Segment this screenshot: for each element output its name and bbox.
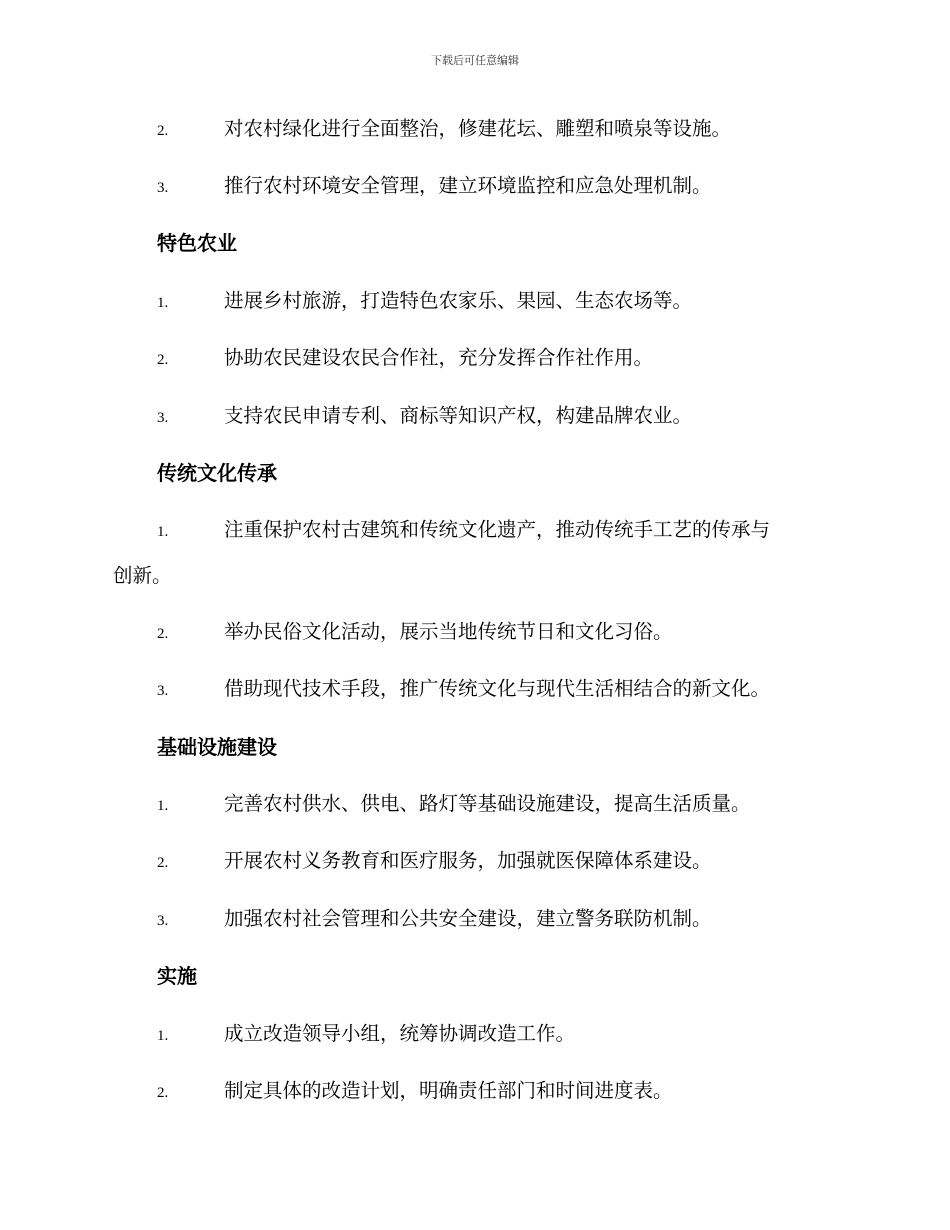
list-item-number: 2. (157, 626, 169, 642)
list-item-number: 3. (157, 913, 169, 929)
list-item-number: 2. (157, 352, 169, 368)
list-item-number: 2. (157, 1085, 169, 1101)
list-item-text: 加强农村社会管理和公共安全建设，建立警务联防机制。 (224, 907, 712, 930)
list-item-text: 借助现代技术手段，推广传统文化与现代生活相结合的新文化。 (224, 677, 771, 700)
list-item-number: 3. (157, 180, 169, 196)
list-item-number: 3. (157, 410, 169, 426)
list-item-text: 完善农村供水、供电、路灯等基础设施建设，提高生活质量。 (224, 792, 751, 815)
list-item-number: 3. (157, 683, 169, 699)
list-item-number: 2. (157, 123, 169, 139)
list-item-number: 1. (157, 524, 169, 540)
list-item-number: 1. (157, 798, 169, 814)
list-item-text: 对农村绿化进行全面整治，修建花坛、雕塑和喷泉等设施。 (224, 117, 732, 140)
list-item-text: 注重保护农村古建筑和传统文化遗产，推动传统手工艺的传承与 (224, 518, 771, 541)
list-item-number: 2. (157, 855, 169, 871)
section-heading: 实施 (157, 964, 197, 988)
list-item-number: 1. (157, 1028, 169, 1044)
list-item-text: 成立改造领导小组，统筹协调改造工作。 (224, 1022, 576, 1045)
section-heading: 传统文化传承 (157, 461, 277, 485)
section-heading: 特色农业 (157, 231, 237, 255)
list-item-continuation: 创新。 (113, 564, 172, 587)
list-item-text: 推行农村环境安全管理，建立环境监控和应急处理机制。 (224, 174, 712, 197)
list-item-text: 制定具体的改造计划，明确责任部门和时间进度表。 (224, 1079, 673, 1102)
list-item-text: 举办民俗文化活动，展示当地传统节日和文化习俗。 (224, 620, 673, 643)
page-header: 下载后可任意编辑 (431, 54, 519, 67)
section-heading: 基础设施建设 (157, 735, 277, 759)
list-item-text: 进展乡村旅游，打造特色农家乐、果园、生态农场等。 (224, 289, 693, 312)
list-item-text: 开展农村义务教育和医疗服务，加强就医保障体系建设。 (224, 849, 712, 872)
list-item-text: 协助农民建设农民合作社，充分发挥合作社作用。 (224, 346, 654, 369)
list-item-text: 支持农民申请专利、商标等知识产权，构建品牌农业。 (224, 404, 693, 427)
list-item-number: 1. (157, 295, 169, 311)
